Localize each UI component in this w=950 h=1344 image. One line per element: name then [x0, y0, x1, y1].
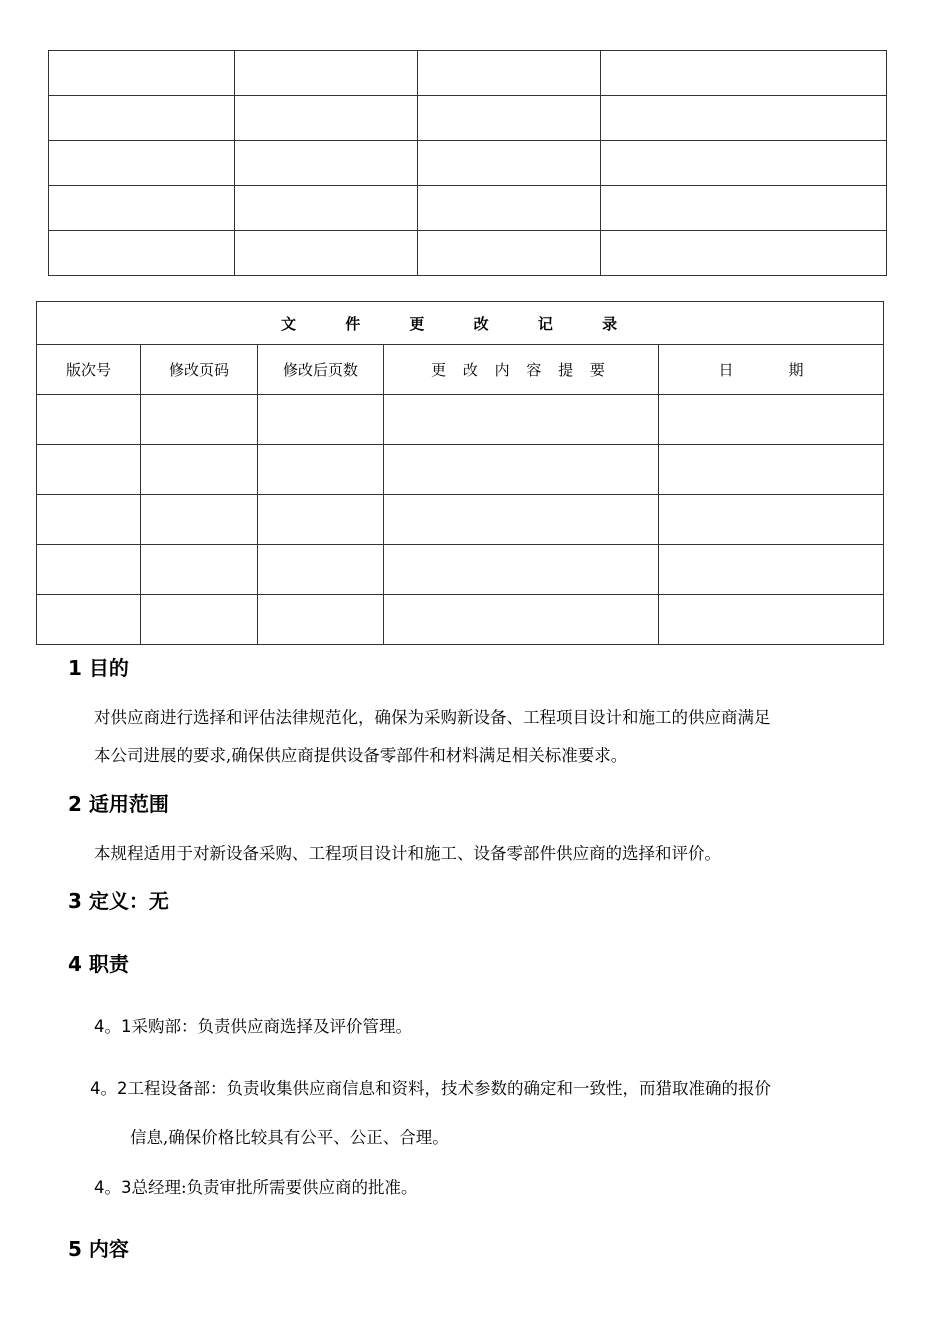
section-4-heading: 4 职责 [68, 952, 129, 976]
item-4-2-continuation: 信息,确保价格比较具有公平、公正、合理。 [130, 1128, 449, 1147]
section-2-line-1: 本规程适用于对新设备采购、工程项目设计和施工、设备零部件供应商的选择和评价。 [94, 844, 721, 863]
record-table-cell [384, 595, 659, 645]
record-table-cell [258, 445, 384, 495]
record-table-cell [659, 545, 884, 595]
section-1-line-2: 本公司进展的要求,确保供应商提供设备零部件和材料满足相关标准要求。 [94, 746, 628, 765]
record-table-cell [258, 545, 384, 595]
top-table-cell [418, 141, 601, 186]
top-table-body [49, 51, 887, 276]
item-4-3 [94, 1169, 418, 1207]
item-4-1-number: 4。1 [94, 1017, 132, 1036]
header-version: 版次号 [37, 345, 141, 395]
record-title-row [37, 302, 884, 345]
record-table-row [37, 495, 884, 545]
header-change-summary: 更 改 内 容 提 要 [384, 345, 659, 395]
record-table-row [37, 395, 884, 445]
top-table-cell [235, 141, 418, 186]
top-table-cell [418, 186, 601, 231]
top-table-cell [235, 231, 418, 276]
record-table-title: 文 件 更 改 记 录 [37, 302, 884, 345]
record-header-row [37, 345, 884, 395]
top-table-cell [601, 141, 887, 186]
record-table-cell [258, 595, 384, 645]
record-table-cell [141, 495, 258, 545]
record-table-cell [258, 495, 384, 545]
record-table-cell [141, 445, 258, 495]
top-table-cell [601, 231, 887, 276]
top-table-cell [49, 51, 235, 96]
record-table-row [37, 545, 884, 595]
record-table-row [37, 595, 884, 645]
top-table-cell [235, 186, 418, 231]
top-table-cell [235, 96, 418, 141]
item-4-2 [90, 1070, 771, 1108]
record-table-row [37, 445, 884, 495]
item-4-3-number: 4。3 [94, 1178, 132, 1197]
record-table-cell [141, 395, 258, 445]
item-4-2-number: 4。2 [90, 1079, 128, 1098]
record-table-cell [659, 595, 884, 645]
top-table-cell [601, 51, 887, 96]
record-table-cell [141, 595, 258, 645]
record-table-cell [37, 395, 141, 445]
section-5-heading: 5 内容 [68, 1237, 129, 1261]
record-table-body [37, 395, 884, 645]
top-table-cell [49, 186, 235, 231]
header-modified-page: 修改页码 [141, 345, 258, 395]
record-table-cell [141, 545, 258, 595]
top-table-cell [49, 96, 235, 141]
record-table-cell [384, 445, 659, 495]
record-table-cell [258, 395, 384, 445]
change-record-table [36, 301, 884, 645]
section-1-line-1: 对供应商进行选择和评估法律规范化，确保为采购新设备、工程项目设计和施工的供应商满足 [94, 708, 771, 727]
record-table-cell [37, 545, 141, 595]
record-table-cell [37, 595, 141, 645]
item-4-1 [94, 1008, 412, 1046]
top-table-cell [49, 141, 235, 186]
header-page-count: 修改后页数 [258, 345, 384, 395]
top-table-cell [418, 96, 601, 141]
top-table-cell [49, 231, 235, 276]
item-4-1-text: 采购部：负责供应商选择及评价管理。 [131, 1017, 412, 1036]
top-table-row [49, 231, 887, 276]
section-3-heading: 3 定义：无 [68, 889, 169, 913]
top-table-row [49, 96, 887, 141]
top-table-row [49, 141, 887, 186]
top-table-cell [418, 231, 601, 276]
top-table-cell [418, 51, 601, 96]
header-date: 日 期 [659, 345, 884, 395]
top-table-row [49, 186, 887, 231]
section-2-heading: 2 适用范围 [68, 792, 169, 816]
top-table-row [49, 51, 887, 96]
top-table-cell [601, 186, 887, 231]
item-4-3-text: 总经理:负责审批所需要供应商的批准。 [131, 1178, 418, 1197]
record-table-cell [659, 445, 884, 495]
item-4-2-text: 工程设备部：负责收集供应商信息和资料，技术参数的确定和一致性，而猎取准确的报价 [127, 1079, 771, 1098]
section-1-heading: 1 目的 [68, 656, 129, 680]
top-table-cell [601, 96, 887, 141]
record-table-cell [659, 395, 884, 445]
top-blank-table [48, 50, 887, 276]
record-table-cell [37, 445, 141, 495]
record-table-cell [384, 495, 659, 545]
record-table-cell [384, 395, 659, 445]
record-table-cell [384, 545, 659, 595]
record-table-cell [659, 495, 884, 545]
record-table-cell [37, 495, 141, 545]
top-table-cell [235, 51, 418, 96]
